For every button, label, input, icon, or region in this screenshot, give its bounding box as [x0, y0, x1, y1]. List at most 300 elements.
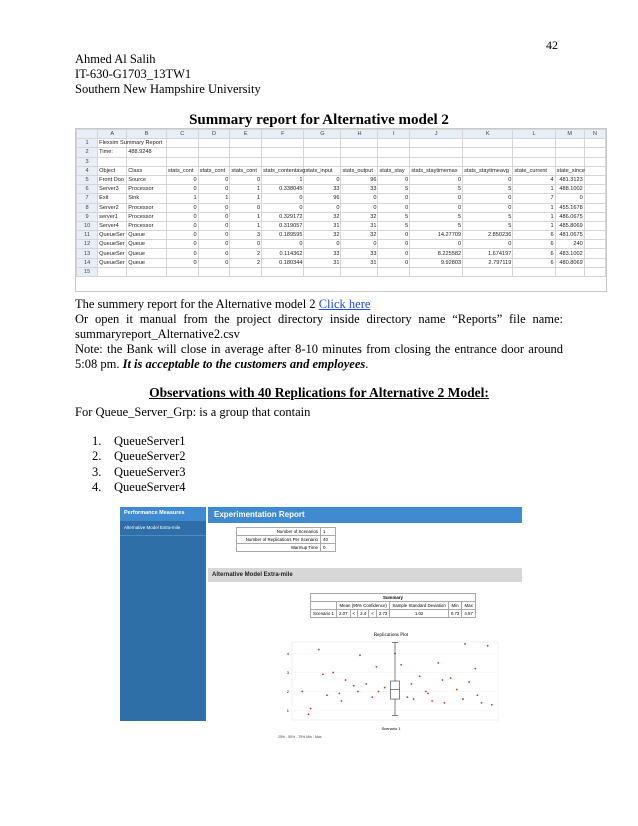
table-cell: 0 — [198, 240, 230, 249]
table-cell: 0 — [198, 212, 230, 221]
table-row — [77, 185, 606, 194]
table-cell — [378, 139, 410, 148]
table-row — [77, 267, 606, 276]
table-cell: 8.225582 — [410, 249, 463, 258]
table-cell: 0.329172 — [262, 212, 304, 221]
table-cell: Queue — [127, 249, 167, 258]
y-tick-label: 2 — [286, 688, 289, 694]
table-cell: 0 — [166, 240, 198, 249]
sidebar-title: Performance Measures — [120, 507, 206, 521]
column-header: I — [378, 130, 410, 139]
table-cell — [230, 148, 262, 157]
report-sidebar — [120, 507, 206, 721]
table-cell: 1 — [230, 185, 262, 194]
table-cell — [304, 267, 341, 276]
table-cell: 1 — [166, 194, 198, 203]
table-cell: 0 — [304, 203, 341, 212]
table-cell — [584, 157, 605, 166]
course-code: IT-630-G1703_13TW1 — [75, 67, 192, 81]
table-cell: 1.674197 — [463, 249, 513, 258]
group-intro: For Queue_Server_Grp: is a group that contain — [75, 405, 311, 419]
table-row: Mean (95% Confidence) Sample Standard Deviation Min Max — [311, 602, 476, 610]
column-header: C — [166, 130, 198, 139]
table-row — [77, 194, 606, 203]
table-cell — [584, 221, 605, 230]
data-point — [326, 694, 328, 696]
table-cell: 1 — [513, 185, 555, 194]
data-point — [427, 692, 429, 694]
table-cell: stats_cont — [198, 166, 230, 175]
list-item: 1. QueueServer1 — [92, 434, 186, 448]
table-cell: 33 — [341, 249, 378, 258]
table-cell: Processor — [127, 221, 167, 230]
table-cell — [584, 185, 605, 194]
data-point — [491, 704, 493, 706]
row-number: 10 — [77, 221, 98, 230]
data-point — [378, 691, 380, 693]
table-cell: 0 — [378, 203, 410, 212]
table-cell — [166, 267, 198, 276]
table-cell — [198, 157, 230, 166]
closing-note-emphasis: It is acceptable to the customers and employees — [122, 357, 366, 371]
table-cell: Queue — [127, 240, 167, 249]
table-cell: 2 — [230, 258, 262, 267]
table-cell: Class — [127, 166, 167, 175]
table-cell: 1 — [513, 212, 555, 221]
table-row — [77, 212, 606, 221]
file-location-text: Or open it manual from the project directory inside directory name “Reports” file name: summaryreport_Alternative2.csv — [75, 312, 563, 341]
row-number: 8 — [77, 203, 98, 212]
table-cell — [198, 267, 230, 276]
table-cell: 6 — [513, 240, 555, 249]
column-header: E — [230, 130, 262, 139]
table-cell: stats_contentavg — [263, 167, 306, 174]
page-title: Summary report for Alternative model 2 — [189, 112, 449, 128]
list-item: 3. QueueServer3 — [92, 464, 186, 479]
table-cell — [198, 148, 230, 157]
data-point — [376, 666, 378, 668]
table-cell: 5 — [463, 212, 513, 221]
table-cell — [262, 267, 304, 276]
table-cell — [555, 157, 584, 166]
data-point — [318, 649, 320, 651]
closing-note-end: . — [365, 357, 369, 371]
table-cell: 488.1002 — [555, 185, 584, 194]
table-cell: Processor — [127, 203, 167, 212]
table-cell: 5 — [410, 185, 463, 194]
table-cell: Server2 — [98, 203, 127, 212]
data-point — [371, 696, 373, 698]
data-point — [413, 698, 415, 700]
row-number: 12 — [77, 240, 98, 249]
data-point — [477, 694, 479, 696]
replications-plot — [278, 628, 504, 740]
table-cell: Queue — [127, 258, 167, 267]
table-cell — [584, 194, 605, 203]
plot-x-label: Scenario 1 — [381, 726, 401, 731]
table-cell — [341, 148, 378, 157]
table-cell — [230, 157, 262, 166]
table-cell: 31 — [341, 258, 378, 267]
table-cell: Front Doo — [98, 175, 127, 184]
table-cell: 0 — [166, 249, 198, 258]
table-cell: 481.3123 — [555, 175, 584, 184]
table-cell: Time: — [98, 148, 127, 157]
table-cell: 31 — [304, 221, 341, 230]
data-point — [456, 689, 458, 691]
table-cell — [262, 139, 304, 148]
data-point — [322, 673, 324, 675]
table-cell: 5 — [463, 221, 513, 230]
table-cell: 0 — [198, 221, 230, 230]
table-cell — [463, 267, 513, 276]
table-cell: 0 — [304, 175, 341, 184]
table-cell: 6 — [513, 231, 555, 240]
column-header: D — [198, 130, 230, 139]
table-cell: 0 — [166, 258, 198, 267]
table-cell: 0 — [198, 258, 230, 267]
table-cell: 0 — [166, 203, 198, 212]
plot-title: Replications Plot — [373, 633, 409, 638]
parameters-table — [236, 527, 336, 552]
table-cell: stats_cont — [166, 166, 198, 175]
table-cell: 0 — [410, 240, 463, 249]
column-header: B — [127, 130, 167, 139]
table-row: Warmup Time 0 — [237, 544, 336, 552]
table-cell — [584, 203, 605, 212]
table-cell — [584, 166, 605, 175]
table-cell — [513, 157, 555, 166]
table-cell — [262, 157, 304, 166]
table-cell: Queue — [127, 231, 167, 240]
table-cell — [463, 157, 513, 166]
table-cell: 481.0675 — [555, 231, 584, 240]
table-cell: 6 — [513, 258, 555, 267]
table-row — [77, 249, 606, 258]
column-header: G — [304, 130, 341, 139]
table-cell: 480.8069 — [555, 258, 584, 267]
table-cell: 5 — [378, 212, 410, 221]
table-cell: 32 — [304, 212, 341, 221]
table-cell: 0 — [463, 194, 513, 203]
column-header: L — [513, 130, 555, 139]
spreadsheet-table — [76, 129, 606, 277]
row-number: 11 — [77, 231, 98, 240]
table-cell: 4 — [513, 175, 555, 184]
table-cell — [584, 267, 605, 276]
table-row — [77, 203, 606, 212]
table-row: Scenario 1 2.07 < 2.4 < 2.73 1.02 0.73 4.57 — [311, 610, 476, 618]
table-cell: 96 — [341, 175, 378, 184]
summary-title: Summary — [311, 594, 476, 602]
table-cell: 33 — [304, 249, 341, 258]
university-name: Southern New Hampshire University — [75, 82, 261, 96]
row-number: 13 — [77, 249, 98, 258]
table-cell — [341, 139, 378, 148]
box-iqr — [391, 681, 400, 699]
table-cell: 0 — [410, 194, 463, 203]
table-cell: 0 — [341, 240, 378, 249]
table-cell: 485.8069 — [555, 221, 584, 230]
table-cell: state_since — [556, 167, 585, 174]
table-cell — [230, 267, 262, 276]
table-cell: 3 — [230, 231, 262, 240]
row-number: 5 — [77, 175, 98, 184]
table-cell — [127, 267, 167, 276]
column-header: F — [262, 130, 304, 139]
table-cell: 9.92803 — [410, 258, 463, 267]
table-cell: 32 — [304, 231, 341, 240]
table-cell: 2 — [230, 249, 262, 258]
table-cell — [584, 249, 605, 258]
table-cell: Server3 — [98, 185, 127, 194]
table-cell: 0 — [378, 194, 410, 203]
table-cell — [513, 148, 555, 157]
list-item: 4. QueueServer4 — [92, 479, 186, 494]
data-point — [441, 679, 443, 681]
table-cell: 0 — [262, 240, 304, 249]
table-cell — [513, 139, 555, 148]
table-cell — [341, 157, 378, 166]
table-cell: 33 — [304, 185, 341, 194]
table-cell — [378, 267, 410, 276]
table-cell: 5 — [378, 185, 410, 194]
table-cell: 31 — [341, 221, 378, 230]
row-number: 3 — [77, 157, 98, 166]
table-cell: 0 — [410, 175, 463, 184]
table-cell — [584, 212, 605, 221]
spreadsheet-screenshot — [75, 128, 607, 292]
data-point — [450, 677, 452, 679]
table-cell — [555, 139, 584, 148]
data-point — [406, 696, 408, 698]
table-cell: Flexsim Summary Report — [99, 140, 163, 147]
closing-note-text: Note: the Bank will close in average after 8-10 minutes from closing the entrance door around 5:08 pm. — [75, 342, 563, 371]
table-cell: stats_input — [304, 166, 341, 175]
table-cell: 0 — [166, 221, 198, 230]
sidebar-item-alternative-model[interactable]: Alternative Model Extra-mile — [120, 521, 206, 536]
plot-legend: 25% - 50% - 75% Min - Max — [278, 735, 322, 739]
row-number: 1 — [77, 139, 98, 148]
summary-intro-text: The summery report for the Alternative model 2 — [75, 297, 319, 311]
table-cell — [230, 139, 262, 148]
table-row — [77, 258, 606, 267]
table-cell: 0 — [230, 203, 262, 212]
table-cell — [410, 157, 463, 166]
y-tick-label: 1 — [286, 707, 289, 713]
table-cell: 486.0675 — [555, 212, 584, 221]
table-cell — [262, 148, 304, 157]
table-cell — [584, 175, 605, 184]
table-cell: stats_cont — [230, 166, 262, 175]
table-cell: 0.189595 — [262, 231, 304, 240]
data-point — [468, 681, 470, 683]
table-cell: 0 — [262, 194, 304, 203]
table-cell — [410, 139, 463, 148]
section-header: Alternative Model Extra-mile — [208, 568, 522, 582]
data-point — [481, 702, 483, 704]
table-cell — [584, 148, 605, 157]
data-point — [308, 713, 310, 715]
table-cell: 6 — [513, 249, 555, 258]
row-number: 6 — [77, 185, 98, 194]
table-cell: 31 — [304, 258, 341, 267]
row-number: 14 — [77, 258, 98, 267]
experimentation-report — [112, 503, 522, 739]
table-cell: 0 — [166, 175, 198, 184]
table-cell: 0 — [463, 175, 513, 184]
author-name: Ahmed Al Salih — [75, 52, 156, 66]
data-point — [474, 668, 476, 670]
table-cell — [584, 231, 605, 240]
table-cell: 0 — [410, 203, 463, 212]
table-cell: 0 — [230, 240, 262, 249]
table-cell — [555, 148, 584, 157]
table-cell — [378, 157, 410, 166]
table-cell: 7 — [513, 194, 555, 203]
table-cell — [341, 267, 378, 276]
table-cell: 1 — [230, 221, 262, 230]
table-cell: 240 — [555, 240, 584, 249]
table-cell: 1 — [230, 194, 262, 203]
table-cell: 0 — [378, 175, 410, 184]
table-cell — [584, 139, 605, 148]
table-row — [77, 221, 606, 230]
row-number: 9 — [77, 212, 98, 221]
table-cell: 0 — [341, 203, 378, 212]
data-point — [341, 700, 343, 702]
column-header: M — [555, 130, 584, 139]
table-cell — [166, 139, 198, 148]
table-cell: 5 — [410, 221, 463, 230]
corner-cell — [77, 130, 98, 139]
table-cell: 0 — [198, 185, 230, 194]
table-cell: 0.319057 — [262, 221, 304, 230]
table-cell: 5 — [410, 212, 463, 221]
table-cell: 0 — [166, 212, 198, 221]
table-row: Number of Scenarios 1 — [237, 528, 336, 536]
data-point — [411, 683, 413, 685]
table-cell: 488.9248 — [127, 148, 167, 157]
table-cell: 0 — [378, 240, 410, 249]
observations-heading: Observations with 40 Replications for Alternative 2 Model: — [149, 385, 489, 400]
row-number: 2 — [77, 148, 98, 157]
table-row: Number of Replications Per Scenario 40 — [237, 536, 336, 544]
row-number: 4 — [77, 166, 98, 175]
table-cell: 5 — [463, 185, 513, 194]
table-cell: QueueSer — [98, 249, 127, 258]
table-cell: 5 — [378, 221, 410, 230]
data-point — [301, 691, 303, 693]
table-cell — [513, 267, 555, 276]
data-point — [353, 685, 355, 687]
table-cell: Source — [127, 175, 167, 184]
table-cell — [166, 157, 198, 166]
data-point — [384, 687, 386, 689]
table-row — [77, 240, 606, 249]
click-here-link[interactable]: Click here — [318, 297, 371, 311]
table-cell: 0 — [341, 194, 378, 203]
table-cell: 1 — [513, 203, 555, 212]
plot-layer — [287, 642, 498, 720]
table-cell — [555, 267, 584, 276]
table-cell — [378, 148, 410, 157]
table-cell: 0 — [378, 249, 410, 258]
table-cell: 2.797119 — [463, 258, 513, 267]
table-cell: 0 — [262, 203, 304, 212]
table-cell — [98, 267, 127, 276]
data-point — [338, 692, 340, 694]
table-cell — [304, 139, 341, 148]
column-header-row — [77, 130, 606, 139]
data-point — [437, 662, 439, 664]
table-row — [77, 148, 606, 157]
table-cell: 0.114362 — [262, 249, 304, 258]
table-cell: Object — [98, 166, 127, 175]
table-cell: Processor — [127, 185, 167, 194]
table-row — [77, 157, 606, 166]
table-cell: 0 — [198, 249, 230, 258]
table-cell: 1 — [230, 212, 262, 221]
column-header: N — [584, 130, 605, 139]
table-cell: 0 — [378, 258, 410, 267]
data-point — [345, 679, 347, 681]
table-cell: 32 — [341, 231, 378, 240]
table-cell — [463, 148, 513, 157]
table-cell: 0 — [463, 203, 513, 212]
table-cell: stats_staytimeavg — [463, 166, 513, 175]
table-cell: 32 — [341, 212, 378, 221]
page-number: 42 — [546, 38, 558, 52]
data-point — [400, 664, 402, 666]
queue-server-list — [92, 434, 186, 495]
table-cell: 33 — [341, 185, 378, 194]
table-cell: state_current — [513, 166, 555, 175]
table-cell — [410, 267, 463, 276]
data-point — [464, 643, 466, 645]
table-cell: QueueSer — [98, 258, 127, 267]
table-cell: 455.1678 — [555, 203, 584, 212]
table-cell: 0.180344 — [262, 258, 304, 267]
table-cell: Server4 — [98, 221, 127, 230]
y-tick-label: 3 — [286, 669, 289, 675]
table-cell: 2.850236 — [463, 231, 513, 240]
table-cell: 0 — [463, 240, 513, 249]
column-header: J — [410, 130, 463, 139]
table-cell: 0 — [304, 240, 341, 249]
list-item: 2. QueueServer2 — [92, 449, 186, 464]
table-row — [77, 139, 606, 148]
table-cell — [584, 240, 605, 249]
summary-paragraph — [75, 297, 563, 372]
row-number: 7 — [77, 194, 98, 203]
table-cell: QueueSer — [98, 231, 127, 240]
table-cell: 14.27709 — [410, 231, 463, 240]
table-cell — [198, 139, 230, 148]
table-row — [77, 166, 606, 175]
column-header: K — [463, 130, 513, 139]
report-header: Experimentation Report — [208, 507, 522, 523]
table-cell: 1 — [262, 175, 304, 184]
table-cell: Sink — [127, 194, 167, 203]
table-cell: stats_output — [341, 166, 378, 175]
data-point — [487, 645, 489, 647]
data-point — [431, 700, 433, 702]
data-point — [425, 691, 427, 693]
closing-note — [75, 342, 563, 372]
table-cell — [304, 157, 341, 166]
table-cell: Processor — [127, 212, 167, 221]
